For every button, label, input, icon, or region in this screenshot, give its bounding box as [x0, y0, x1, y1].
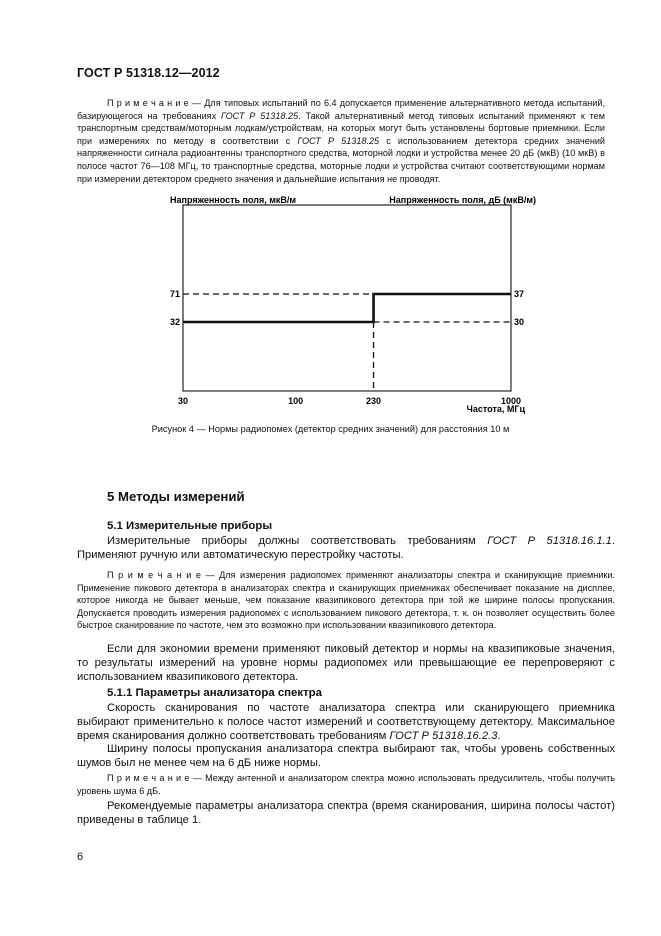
- paragraph: Если для экономии времени применяют пиковый детектор и нормы на квазипиковые значения, то результаты измерений на уровне нормы радиопомех или превышающие ее перепроверяют с использованием квазипикового детектора.: [77, 643, 615, 683]
- section-heading: 5 Методы измерений: [107, 489, 245, 504]
- x-axis-title: Частота, МГц: [466, 404, 525, 414]
- subsection-heading: 5.1 Измерительные приборы: [107, 520, 273, 532]
- plot-area: [183, 205, 511, 391]
- standard-reference: ГОСТ Р 51318.25: [220, 110, 299, 121]
- paragraph: Рекомендуемые параметры анализатора спектра (время сканирования, ширина полосы частот) приведены в таблице 1.: [77, 800, 615, 826]
- y-tick-label-left: 32: [169, 317, 180, 327]
- y-tick-label-right: 30: [514, 317, 525, 327]
- note-peak-detector: П р и м е ч а н и е — Для измерения радиопомех применяют анализаторы спектра и сканирующие приемники. Применение пикового детектора в анализаторах спектра и сканирующих приемниках обеспечивает показание на дисплее, которое никогда не бывает меньше, чем показание квазипикового детектора при той же ширине полосы пропускания. Допускается проводить измерения радиопомех с использованием пикового детектора, т. к. он позволяет осуществить более быстрое сканирование по частоте, чем это возможно при использовании квазипикового детектора.: [77, 570, 615, 631]
- standard-reference: ГОСТ Р 51318.25: [297, 135, 380, 146]
- y-tick-label-right: 37: [514, 289, 525, 299]
- page-number: 6: [77, 851, 84, 863]
- x-tick-label: 1000: [500, 396, 522, 406]
- note-prefix: П р и м е ч а н и е: [107, 570, 201, 580]
- note-preamplifier: П р и м е ч а н и е — Между антенной и анализатором спектра можно использовать предусилитель, чтобы получить уровень шума 6 дБ.: [77, 773, 615, 796]
- standard-reference: ГОСТ Р 51318.16.1.1: [487, 535, 612, 547]
- y-axis-title-left: Напряженность поля, мкВ/м: [170, 195, 297, 205]
- y-tick-label-left: 71: [169, 289, 180, 299]
- x-tick-label: 100: [288, 396, 304, 406]
- document-header: ГОСТ Р 51318.12—2012: [77, 66, 220, 80]
- paragraph: Измерительные приборы должны соответствовать требованиям ГОСТ Р 51318.16.1.1. Применяют ручную или автоматическую перестройку частоты.: [77, 535, 615, 561]
- x-tick-label: 230: [366, 396, 382, 406]
- standard-reference: ГОСТ Р 51318.16.2.3: [389, 729, 498, 742]
- limit-series: [183, 294, 511, 391]
- note-prefix: П р и м е ч а н и е: [107, 98, 189, 108]
- limit-line: [183, 294, 511, 322]
- figure-caption: Рисунок 4 — Нормы радиопомех (детектор средних значений) для расстояния 10 м: [151, 424, 510, 434]
- paragraph: Скорость сканирования по частоте анализатора спектра или сканирующего приемника выбирают применительно к полосе частот измерений и соответствующему детектору. Максимальное время сканирования должно соответствовать требованиям ГОСТ Р 51318.16.2.3.: [77, 702, 615, 742]
- y-axis-title-right: Напряженность поля, дБ (мкВ/м): [389, 195, 536, 205]
- note-prefix: П р и м е ч а н и е: [107, 773, 190, 783]
- note-alternative-method: П р и м е ч а н и е — Для типовых испытаний по 6.4 допускается применение альтернативного метода испытаний, базирующегося на требованиях ГОСТ Р 51318.25. Такой альтернативный метод типовых испытаний применяют к тем транспортным средствам/моторным лодкам/устройствам, на которых могут быть установлены бортовые приемники. Если при измерениях по методу в соответствии с ГОСТ Р 51318.25 с использованием детектора средних значений напряженности сигнала радиоантенны транспортного средства, моторной лодки и устройства менее 20 дБ (мкВ) (10 мкВ) в полосе частот 76—108 МГц, то транспортные средства, моторные лодки и устройства считают соответствующими нормам при измерении детектором среднего значения и дальнейшие испытания не проводят.: [77, 98, 605, 184]
- x-tick-label: 30: [177, 396, 189, 406]
- paragraph: Ширину полосы пропускания анализатора спектра выбирают так, чтобы уровень собственных шумов был не менее чем на 6 дБ ниже нормы.: [77, 743, 615, 769]
- subsection-heading: 5.1.1 Параметры анализатора спектра: [107, 687, 322, 699]
- limits-chart: [140, 190, 550, 420]
